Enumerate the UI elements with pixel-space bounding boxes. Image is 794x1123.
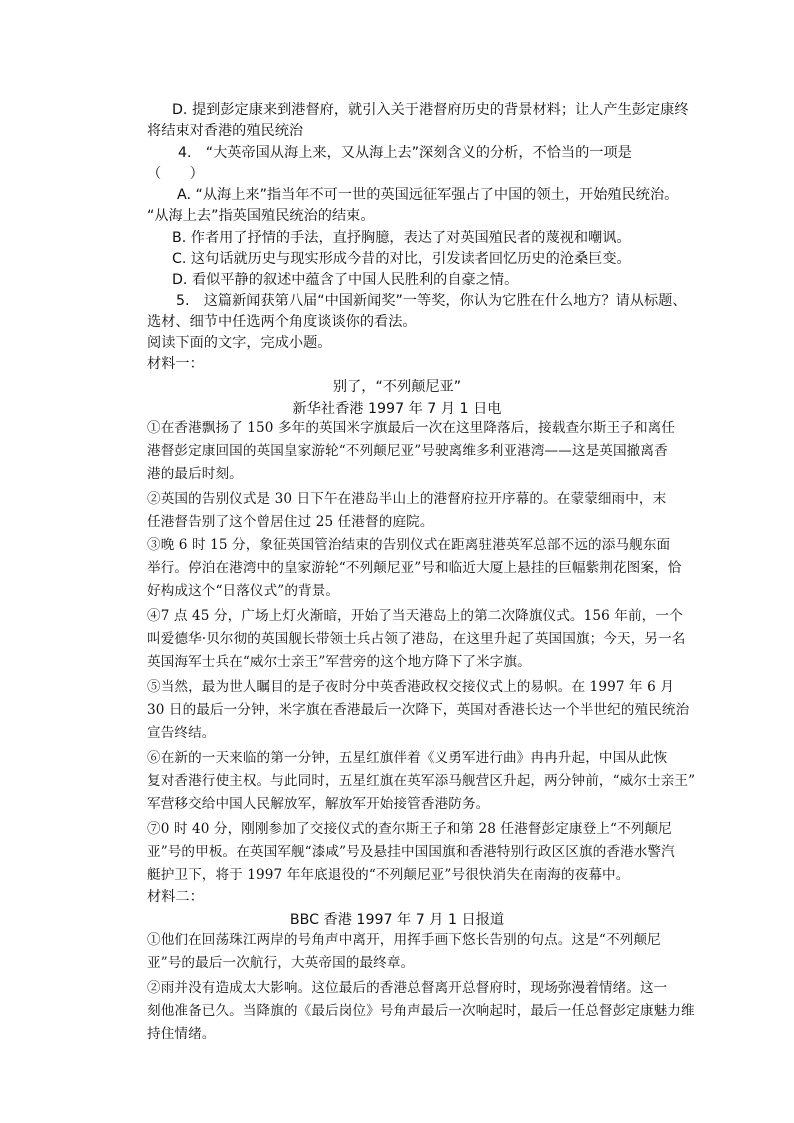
m2-p1-l2: 亚”号的最后一次航行，大英帝国的最终章。 — [147, 955, 415, 971]
m1-p4-l2: 叫爱德华·贝尔彻的英国舰长带领士兵占领了港岛，在这里升起了英国国旗；今天，另一名 — [147, 631, 686, 647]
m1-p3-l1: ③晚 6 时 15 分，象征英国管治结束的告别仪式在距离驻港英军总部不远的添马舰东面 — [147, 537, 671, 553]
q4-option-a-line1: A. “从海上来”指当年不可一世的英国远征军强占了中国的领土，开始殖民统治。 — [177, 187, 679, 203]
m1-p3-l3: 好构成这个“日落仪式”的背景。 — [147, 583, 340, 599]
q5-line1: 5. 这篇新闻获第八届“中国新闻奖”一等奖，你认为它胜在什么地方？请从标题、 — [176, 293, 687, 309]
m1-p1-l2: 港督彭定康回国的英国皇家游轮“不列颠尼亚”号驶离维多利亚港湾——这是英国撤离香 — [147, 443, 668, 459]
m1-p4-l3: 英国海军士兵在“威尔士亲王”军营旁的这个地方降下了米字旗。 — [147, 654, 531, 670]
m1-p1-l3: 港的最后时刻。 — [147, 466, 243, 482]
material1-label: 材料一： — [147, 356, 204, 372]
article-dateline: 新华社香港 1997 年 7 月 1 日电 — [292, 401, 502, 417]
q4-option-a-line2: “从海上去”指英国殖民统治的结束。 — [147, 208, 375, 224]
reading-instruction: 阅读下面的文字，完成小题。 — [147, 335, 332, 351]
m1-p6-l2: 复对香港行使主权。与此同时，五星红旗在英军添马舰营区升起，两分钟前，“威尔士亲王” — [147, 773, 696, 789]
m1-p1-l1: ①在香港飘扬了 150 多年的英国米字旗最后一次在这里降落后，接载查尔斯王子和离任 — [147, 420, 676, 436]
m1-p5-l2: 30 日的最后一分钟，米字旗在香港最后一次降下，英国对香港长达一个半世纪的殖民统治 — [147, 702, 690, 718]
q4-option-c: C. 这句话就历史与现实形成今昔的对比，引发读者回忆历史的沧桑巨变。 — [172, 251, 631, 267]
m1-p2-l1: ②英国的告别仪式是 30 日下午在港岛半山上的港督府拉开序幕的。在蒙蒙细雨中，末 — [147, 491, 667, 507]
q5-line2: 选材、细节中任选两个角度谈谈你的看法。 — [147, 314, 417, 330]
m1-p5-l1: ⑤当然，最为世人瞩目的是子夜时分中英香港政权交接仪式上的易帜。在 1997 年 6 月 — [147, 679, 675, 695]
m1-p5-l3: 宣告终结。 — [147, 725, 216, 741]
q4-answer-paren: （ ） — [147, 166, 204, 182]
m1-p7-l2: 亚”号的甲板。在英国军舰“漆咸”号及悬挂中国国旗和香港特别行政区区旗的香港水警汽 — [147, 844, 675, 860]
article-title: 别了，“不列颠尼亚” — [332, 379, 462, 395]
m2-p1-l1: ①他们在回荡珠江两岸的号角声中离开，用挥手画下悠长告别的句点。这是“不列颠尼 — [147, 932, 661, 948]
m1-p3-l2: 举行。停泊在港湾中的皇家游轮“不列颠尼亚”号和临近大厦上悬挂的巨幅紫荆花图案，恰 — [147, 560, 682, 576]
m1-p7-l1: ⑦0 时 40 分，刚刚参加了交接仪式的查尔斯王子和第 28 任港督彭定康登上“不列颠尼 — [147, 821, 672, 837]
m1-p2-l2: 任港督告别了这个曾居住过 25 任港督的庭院。 — [147, 514, 434, 530]
q3-option-d-line1: D. 提到彭定康来到港督府，就引入关于港督府历史的背景材料；让人产生彭定康终 — [172, 102, 689, 118]
m1-p4-l1: ④7 点 45 分，广场上灯火渐暗，开始了当天港岛上的第二次降旗仪式。156 年前，一个 — [147, 608, 683, 624]
m2-p2-l3: 持住情绪。 — [147, 1026, 216, 1042]
q4-option-d: D. 看似平静的叙述中蕴含了中国人民胜利的自豪之情。 — [172, 272, 519, 288]
m2-p2-l2: 刻他准备已久。当降旗的《最后岗位》号角声最后一次响起时，最后一任总督彭定康魅力维 — [147, 1003, 695, 1019]
m2-p2-l1: ②雨并没有造成太大影响。这位最后的香港总督离开总督府时，现场弥漫着情绪。这一 — [147, 980, 668, 996]
q4-stem: 4. “大英帝国从海上来，又从海上去”深刻含义的分析，不恰当的一项是 — [178, 145, 632, 161]
q3-option-d-line2: 将结束对香港的殖民统治 — [147, 123, 304, 139]
m1-p6-l1: ⑥在新的一天来临的第一分钟，五星红旗伴着《义勇军进行曲》冉冉升起，中国从此恢 — [147, 750, 668, 766]
bbc-dateline: BBC 香港 1997 年 7 月 1 日报道 — [289, 912, 505, 928]
q4-option-b: B. 作者用了抒情的手法，直抒胸臆，表达了对英国殖民者的蔑视和嘲讽。 — [172, 230, 631, 246]
m1-p6-l3: 军营移交给中国人民解放军，解放军开始接管香港防务。 — [147, 796, 490, 812]
m1-p7-l3: 艇护卫下，将于 1997 年年底退役的“不列颠尼亚”号很快消失在南海的夜幕中。 — [147, 867, 630, 883]
material2-label: 材料二： — [147, 889, 204, 905]
